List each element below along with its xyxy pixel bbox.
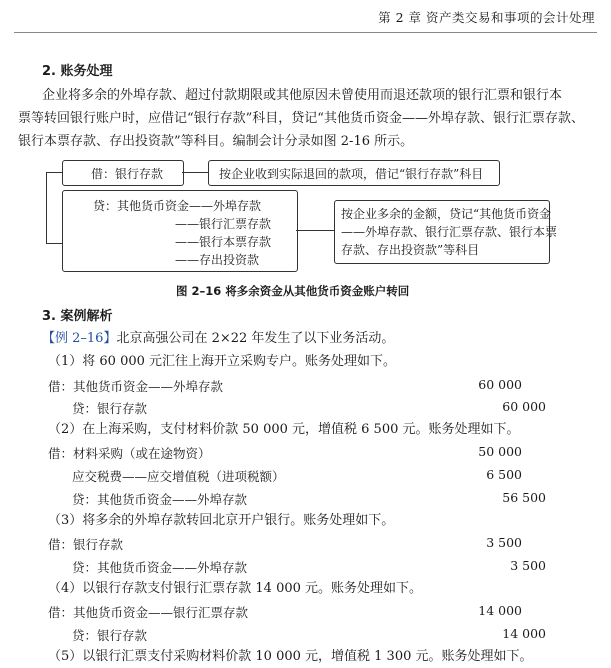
header-rule (14, 32, 597, 33)
case-item-2: （2）在上海采购，支付材料价款 50 000 元，增值税 6 500 元。账务处理如下。 (48, 422, 520, 437)
credit-box (62, 190, 298, 272)
example-intro-line (42, 327, 394, 350)
entry-2-credit-amount: 56 500 (502, 490, 546, 505)
debit-note-text: 按企业收到实际退回的款项，借记“银行存款”科目 (219, 167, 484, 181)
section-heading-3: 3. 案例解析 (42, 309, 113, 324)
case-item-4: （4）以银行存款支付银行汇票存款 14 000 元。账务处理如下。 (48, 581, 423, 596)
example-intro: 北京高强公司在 2×22 年发生了以下业务活动。 (116, 331, 395, 346)
entry-3-credit-amount: 3 500 (510, 558, 546, 573)
running-header: 第 2 章 资产类交易和事项的会计处理 (378, 10, 595, 25)
entry-1-debit-account: 借：其他货币资金——外埠存款 (48, 379, 224, 394)
case-item-5: （5）以银行汇票支付采购材料价款 10 000 元，增值税 1 300 元。账务处理如下。 (48, 649, 533, 664)
debit-box-text: 借：银行存款 (91, 167, 164, 181)
bracket-bottom (46, 243, 62, 244)
bracket-vertical (46, 172, 47, 244)
case-item-1: （1）将 60 000 元汇往上海开立采购专户。账务处理如下。 (48, 354, 397, 369)
example-label: 【例 2–16】 (42, 331, 117, 346)
section-heading-2: 2. 账务处理 (42, 64, 113, 79)
credit-line-3: ——银行本票存款 (175, 235, 272, 249)
bracket-top (46, 172, 62, 173)
entry-1-credit-account: 贷：银行存款 (72, 401, 148, 416)
credit-note-line-3: 存款、存出投资款”等科目 (341, 243, 480, 257)
entry-4-credit-account: 贷：银行存款 (72, 628, 148, 643)
case-item-3: （3）将多余的外埠存款转回北京开户银行。账务处理如下。 (48, 513, 395, 528)
entry-3-debit-account: 借：银行存款 (48, 537, 124, 552)
entry-4-debit-account: 借：其他货币资金——银行汇票存款 (48, 605, 249, 620)
entry-2-credit-account: 贷：其他货币资金——外埠存款 (72, 492, 248, 507)
credit-note-box (334, 200, 558, 264)
credit-line-4: ——存出投资款 (175, 253, 260, 267)
paragraph-line-2: 票等转回银行账户时，应借记“银行存款”科目，贷记“其他货币资金——外埠存款、银行汇票存款、 (18, 111, 584, 126)
entry-2-debit-amount-1: 50 000 (478, 444, 522, 459)
entry-4-debit-amount: 14 000 (478, 603, 522, 618)
entry-3-debit-amount: 3 500 (486, 535, 522, 550)
entry-3-credit-account: 贷：其他货币资金——外埠存款 (72, 560, 248, 575)
entry-2-debit-account-1: 借：材料采购（或在途物资） (48, 446, 211, 461)
entry-1-debit-amount: 60 000 (478, 377, 522, 392)
paragraph-line-1: 企业将多余的外埠存款、超过付款期限或其他原因未曾使用而退还款项的银行汇票和银行本 (42, 88, 563, 103)
debit-connector (182, 172, 208, 173)
credit-connector (296, 230, 334, 231)
credit-note-line-2: ——外埠存款、银行汇票存款、银行本票 (341, 225, 558, 239)
entry-1-credit-amount: 60 000 (502, 399, 546, 414)
debit-note-box (208, 160, 500, 186)
entry-2-debit-account-2: 应交税费——应交增值税（进项税额） (72, 469, 285, 484)
credit-note-line-1: 按企业多余的金额，贷记“其他货币资金 (341, 207, 552, 221)
credit-line-1: 贷：其他货币资金——外埠存款 (93, 199, 262, 213)
debit-box (62, 160, 184, 186)
entry-2-debit-amount-2: 6 500 (486, 467, 522, 482)
credit-line-2: ——银行汇票存款 (175, 217, 272, 231)
figure-caption: 图 2–16 将多余资金从其他货币资金账户转回 (176, 284, 410, 298)
paragraph-line-3: 银行本票存款、存出投资款”等科目。编制会计分录如图 2-16 所示。 (18, 134, 414, 149)
entry-4-credit-amount: 14 000 (502, 626, 546, 641)
